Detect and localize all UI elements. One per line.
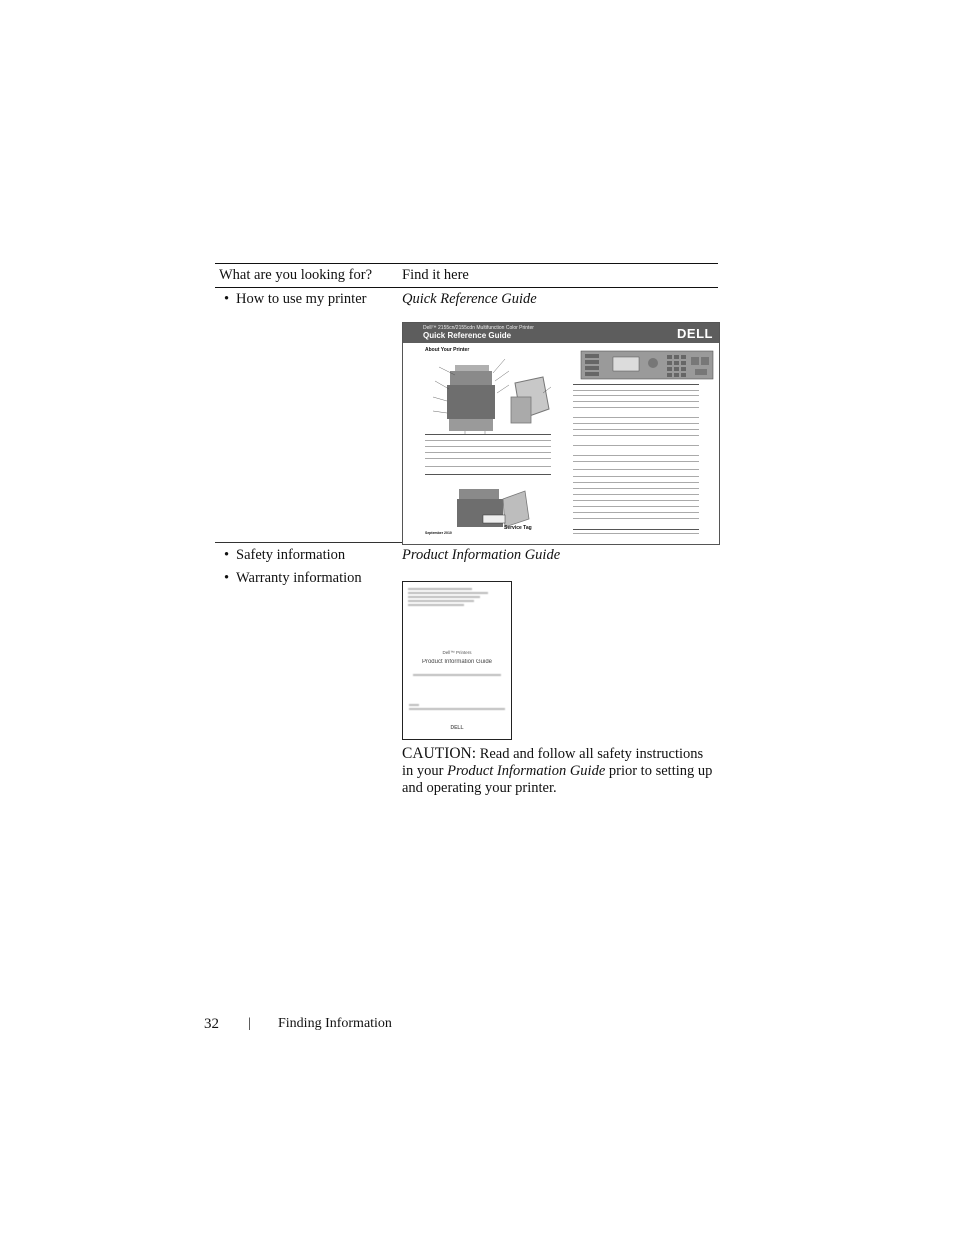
dell-logo: DELL (450, 725, 464, 731)
table-top-rule (215, 263, 718, 264)
service-tag-label: Service Tag (504, 525, 532, 531)
column-header-find-it-here: Find it here (402, 267, 469, 283)
operator-panel-illustration-icon (579, 343, 715, 385)
column-header-looking-for: What are you looking for? (219, 267, 373, 283)
caution-text: prior to setting up and operating your printer. (402, 763, 713, 796)
printer-illustration-icon (425, 353, 555, 435)
page-number: 32 (204, 1016, 219, 1032)
resource-title-quick-reference: Quick Reference Guide (402, 291, 537, 307)
footer-section-title: Finding Information (278, 1016, 392, 1031)
table-header-rule (215, 287, 718, 288)
qrg-title: Quick Reference Guide (423, 331, 512, 340)
pig-title: Product Information Guide (421, 659, 493, 665)
qrg-header-bar (403, 323, 719, 343)
footer-separator: | (248, 1016, 251, 1031)
resource-title-product-information: Product Information Guide (402, 547, 561, 563)
qrg-supertitle: Dell™ 2155cn/2155cdn Multifunction Color Printer (423, 325, 534, 331)
list-item: • How to use my printer (236, 290, 366, 308)
qrg-section-title: About Your Printer (425, 347, 470, 353)
caution-notice (402, 745, 718, 797)
caution-guide-name: Product Information Guide (447, 763, 606, 779)
list-item: • Safety information (236, 546, 345, 564)
product-information-guide-thumbnail (402, 581, 512, 740)
caution-text: Read and follow all safety instructions in your (402, 746, 704, 779)
dell-logo: DELL (677, 326, 713, 341)
printer-service-tag-illustration-icon (453, 479, 543, 531)
qrg-date: September 2010 (425, 531, 452, 535)
caution-label: CAUTION: (402, 745, 477, 762)
list-item: • Warranty information (236, 569, 362, 587)
quick-reference-guide-thumbnail (402, 322, 720, 545)
pig-brand-line: Dell™ Printers (442, 650, 472, 655)
